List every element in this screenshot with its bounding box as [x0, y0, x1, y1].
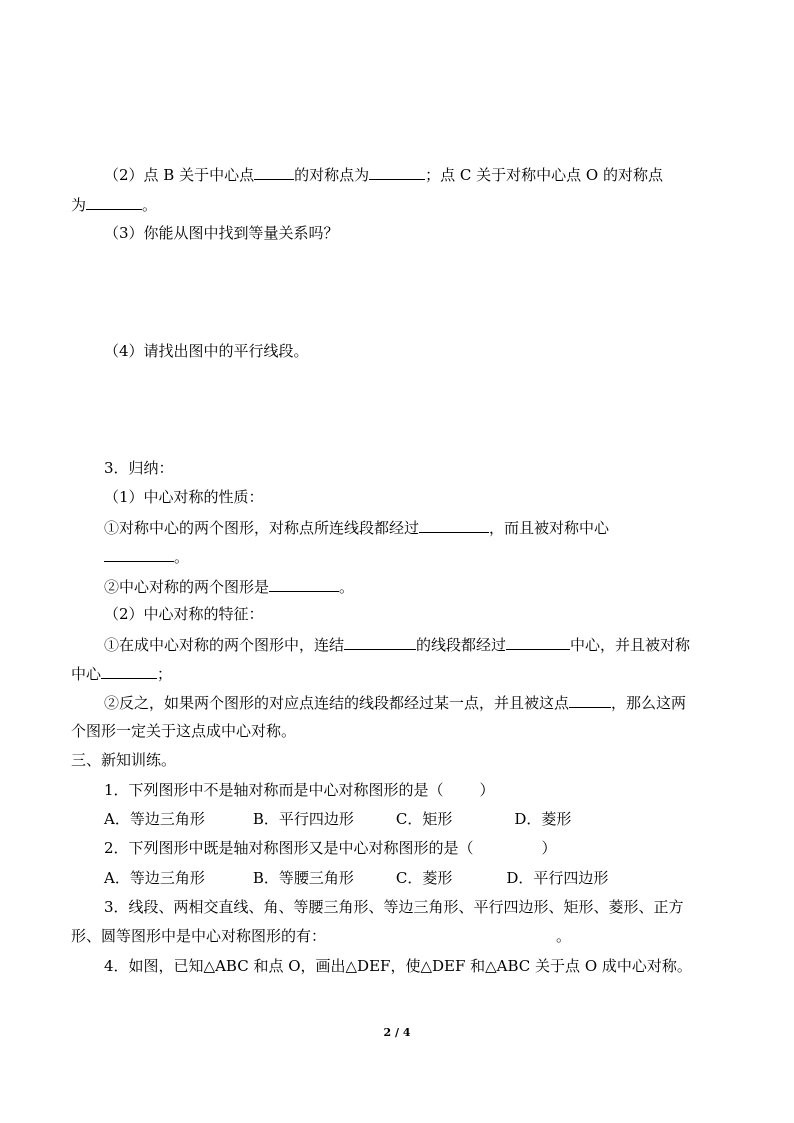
text: 。 — [339, 578, 355, 596]
option-a[interactable]: A．等边三角形 — [104, 869, 205, 887]
text: ； — [157, 665, 173, 683]
answer-blank[interactable] — [569, 692, 611, 708]
answer-blank[interactable] — [254, 164, 294, 180]
option-c[interactable]: C．矩形 — [395, 810, 453, 828]
answer-blank[interactable] — [344, 634, 416, 650]
text: ②中心对称的两个图形是 — [104, 578, 270, 596]
exercise-3 — [104, 897, 684, 917]
text: 三、新知训练。 — [71, 751, 177, 769]
option-b[interactable]: B．平行四边形 — [252, 810, 354, 828]
text: 1．下列图形中不是轴对称而是中心对称图形的是（ — [104, 781, 444, 799]
page-number: 2 / 4 — [383, 1026, 411, 1039]
option-d[interactable]: D．菱形 — [514, 810, 572, 828]
q2-line — [104, 164, 663, 185]
feature-heading — [104, 604, 264, 624]
exercise-3-cont — [71, 926, 571, 946]
text: 为 — [71, 196, 87, 214]
text: ；点 C 关于对称中心点 O 的对称点 — [425, 166, 663, 184]
text: 个图形一定关于这点成中心对称。 — [71, 722, 297, 740]
summary-heading — [104, 458, 174, 478]
text: ） — [479, 781, 495, 799]
answer-blank[interactable] — [269, 576, 339, 592]
text: （1）中心对称的性质： — [104, 488, 264, 506]
answer-blank[interactable] — [86, 194, 142, 210]
text: 中心 — [71, 665, 102, 683]
q2-line-cont — [71, 194, 157, 215]
q4-line — [104, 341, 309, 361]
text: ，那么这两 — [611, 694, 687, 712]
answer-blank[interactable] — [369, 164, 425, 180]
section-heading — [71, 750, 176, 770]
text: （3）你能从图中找到等量关系吗？ — [104, 224, 339, 242]
text: 2．下列图形中既是轴对称图形又是中心对称图形的是（ — [104, 839, 474, 857]
text: （2）中心对称的特征： — [104, 605, 264, 623]
text: ） — [541, 839, 557, 857]
text: 的线段都经过 — [416, 636, 507, 654]
answer-blank[interactable] — [104, 546, 174, 562]
text: 的对称点为 — [294, 166, 370, 184]
text: ②反之，如果两个图形的对应点连结的线段都经过某一点，并且被这点 — [104, 694, 570, 712]
exercise-1-options — [104, 809, 571, 829]
exercise-2-options — [104, 868, 608, 888]
answer-blank[interactable] — [101, 663, 157, 679]
option-b[interactable]: B．等腰三角形 — [252, 869, 354, 887]
property-1 — [104, 517, 609, 538]
text: ①在成中心对称的两个图形中，连结 — [104, 636, 345, 654]
exercise-2 — [104, 838, 557, 858]
text: 3．线段、两相交直线、角、等腰三角形、等边三角形、平行四边形、矩形、菱形、正方 — [104, 898, 684, 916]
text: 中心，并且被对称 — [570, 636, 691, 654]
property-1-cont — [104, 546, 189, 567]
q3-line — [104, 223, 339, 243]
text: 。 — [142, 196, 158, 214]
answer-blank[interactable] — [419, 517, 489, 533]
property-heading — [104, 487, 264, 507]
text: 形、圆等图形中是中心对称图形的有： — [71, 927, 327, 945]
text: 4．如图，已知△ABC 和点 O，画出△DEF，使△DEF 和△ABC 关于点 O 成中心对称。 — [104, 957, 692, 975]
feature-2 — [104, 692, 686, 713]
exercise-1 — [104, 780, 495, 800]
exercise-4 — [104, 956, 692, 976]
text: 3．归纳： — [104, 459, 174, 477]
text: （4）请找出图中的平行线段。 — [104, 342, 309, 360]
option-a[interactable]: A．等边三角形 — [104, 810, 205, 828]
property-2 — [104, 576, 354, 597]
text: （2）点 B 关于中心点 — [104, 166, 255, 184]
answer-blank[interactable] — [506, 634, 570, 650]
text: ①对称中心的两个图形，对称点所连线段都经过 — [104, 519, 420, 537]
feature-2-cont — [71, 721, 296, 741]
feature-1 — [104, 634, 690, 655]
option-d[interactable]: D．平行四边形 — [506, 869, 609, 887]
text: 。 — [556, 927, 572, 945]
option-c[interactable]: C．菱形 — [395, 869, 453, 887]
text: 。 — [174, 548, 190, 566]
text: ，而且被对称中心 — [489, 519, 610, 537]
feature-1-cont — [71, 663, 172, 684]
